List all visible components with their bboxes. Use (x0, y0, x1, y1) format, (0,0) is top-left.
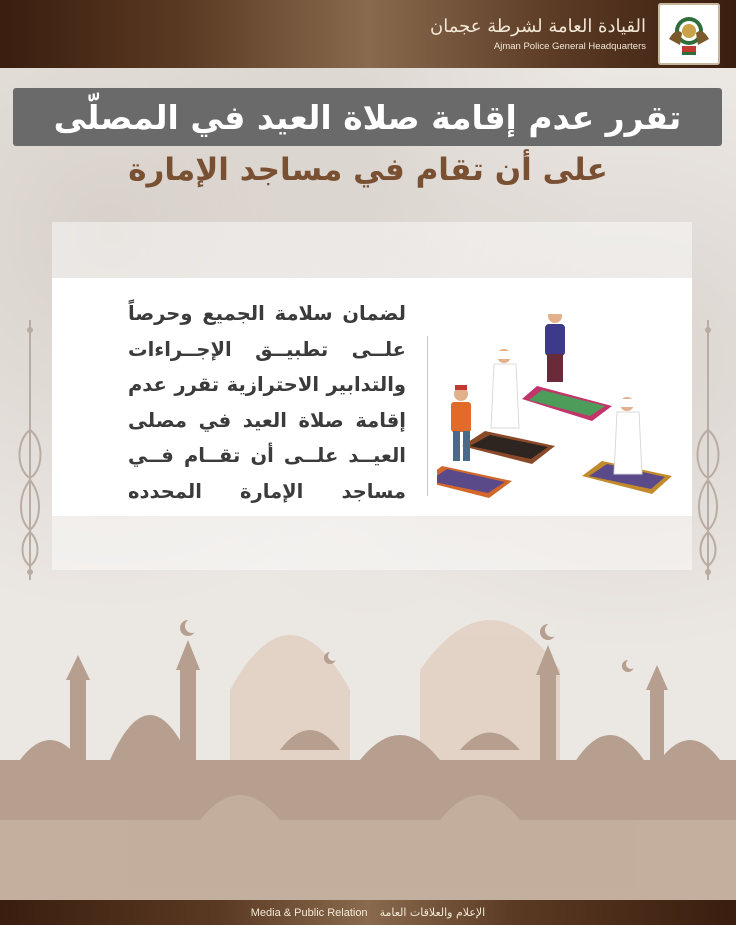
title-banner (13, 88, 722, 146)
org-name-arabic: القيادة العامة لشرطة عجمان (430, 15, 646, 37)
footer-english: Media & Public Relation (250, 906, 368, 919)
page-subtitle: على أن تقام في مساجد الإمارة (128, 152, 608, 188)
left-ornament-icon (10, 320, 50, 580)
prayer-illustration-icon (437, 296, 687, 506)
police-emblem-icon (658, 3, 720, 65)
announcement-body (128, 296, 406, 509)
right-ornament-icon (688, 320, 728, 580)
header-bar (0, 0, 736, 68)
body-line: إقامة صلاة العيد في مصلى (128, 408, 406, 432)
body-line: علــى تطبيــق الإجــراءات (128, 337, 406, 361)
body-line: مساجد الإمارة المحدده (128, 479, 406, 503)
mosque-skyline-icon (0, 560, 736, 900)
content-divider (427, 336, 428, 496)
page-title: تقرر عدم إقامة صلاة العيد في المصلّى (53, 97, 682, 137)
footer-arabic: الإعلام والعلاقات العامة (379, 906, 486, 919)
brand-block (430, 17, 646, 52)
org-name-english: Ajman Police General Headquarters (493, 40, 646, 52)
footer-bar (0, 900, 736, 925)
body-line: العيــد علــى أن تقــام فــي (128, 444, 406, 467)
body-line: لضمان سلامة الجميع وحرصاً (128, 302, 406, 325)
body-line: والتدابير الاحترازية تقرر عدم (128, 373, 406, 396)
